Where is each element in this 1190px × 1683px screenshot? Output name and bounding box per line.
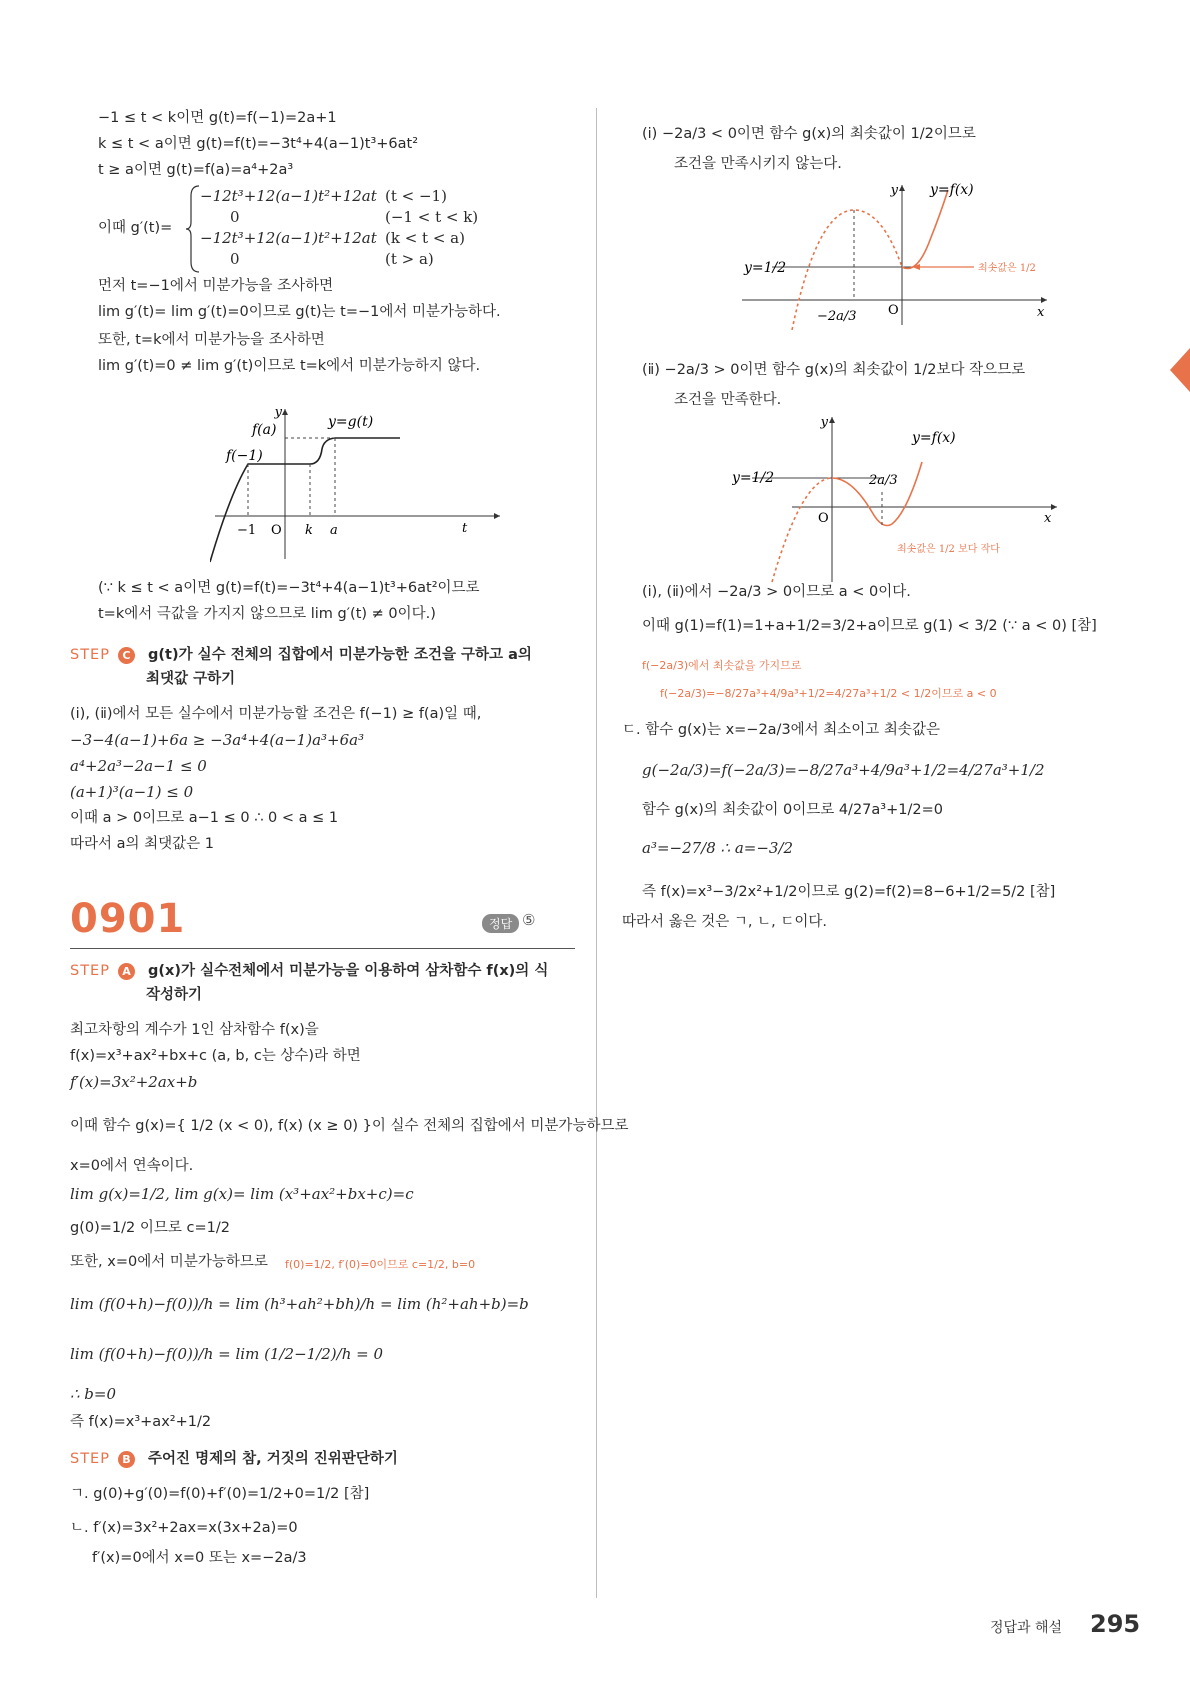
step-b-tag: STEP [70, 1451, 110, 1467]
answer-badge: 정답 [482, 914, 519, 933]
conclusion-line-2: 이때 g(1)=f(1)=1+a+1/2=3/2+a이므로 g(1) < 3/2 (∵ a < 0) [참] [642, 618, 1097, 634]
step-c-line-1: (ⅰ), (ⅱ)에서 모든 실수에서 미분가능할 조건은 f(−1) ≥ f(a)일 때, [70, 706, 482, 722]
graph-case1 [742, 180, 1062, 330]
graph3-x-axis-label: x [1044, 511, 1052, 526]
graph2-xmark-label: −2a/3 [817, 309, 857, 324]
section-tab-marker [1170, 348, 1190, 392]
graph1-fa-label: f(a) [252, 422, 277, 438]
derivative-cond-2: (−1 < t < k) [385, 208, 479, 226]
step-b-letter-badge: B [118, 1451, 135, 1468]
graph2-y-level-label: y=1/2 [744, 260, 787, 276]
step-a-line-11: ∴ b=0 [70, 1385, 117, 1403]
step-c-line-6: 따라서 a의 최댓값은 1 [70, 836, 214, 852]
derivative-row-3: −12t³+12(a−1)t²+12at [200, 229, 377, 247]
graph1-y-axis-label: y [274, 405, 282, 420]
step-c-tag: STEP [70, 647, 110, 663]
graph1-origin-label: O [271, 523, 282, 538]
graph-case2 [732, 412, 1072, 587]
graph1-x-axis-label: t [462, 521, 468, 536]
step-a-line-2: f(x)=x³+ax²+bx+c (a, b, c는 상수)라 하면 [70, 1048, 361, 1064]
step-a-tag: STEP [70, 963, 110, 979]
derivative-row-1: −12t³+12(a−1)t²+12at [200, 187, 377, 205]
graph3-y-level-label: y=1/2 [732, 470, 775, 486]
case-line-1: −1 ≤ t < k이면 g(t)=f(−1)=2a+1 [98, 110, 337, 126]
d-line-3: 함수 g(x)의 최솟값이 0이므로 4/27a³+1/2=0 [642, 802, 943, 818]
problem-number: 0901 [70, 896, 186, 942]
step-b-line-1: ㄱ. g(0)+g′(0)=f(0)+f′(0)=1/2+0=1/2 [참] [70, 1486, 370, 1502]
answer-value: ⑤ [522, 911, 536, 929]
d-line-1: ㄷ. 함수 g(x)는 x=−2a/3에서 최소이고 최솟값은 [622, 722, 940, 738]
step-a-line-5: x=0에서 연속이다. [70, 1158, 194, 1174]
step-a-line-7: g(0)=1/2 이므로 c=1/2 [70, 1220, 230, 1236]
graph1-neg1-label: −1 [237, 523, 257, 538]
graph3-y-axis-label: y [820, 415, 828, 430]
graph-g-of-t [210, 404, 510, 564]
graph2-origin-label: O [888, 303, 899, 318]
orange-note-2: f(−2a/3)=−8/27a³+4/9a³+1/2=4/27a³+1/2 < 1/2이므로 a < 0 [660, 687, 997, 700]
step-a-title-line2: 작성하기 [146, 987, 203, 1003]
step-a-title-line1: g(x)가 실수전체에서 미분가능을 이용하여 삼차함수 f(x)의 식 [148, 963, 549, 979]
step-a-line-4: 이때 함수 g(x)={ 1/2 (x < 0), f(x) (x ≥ 0) }이 실수 전체의 집합에서 미분가능하므로 [70, 1118, 629, 1134]
step-c-line-3: a⁴+2a³−2a−1 ≤ 0 [70, 757, 207, 775]
step-a-orange-note: f(0)=1/2, f′(0)=0이므로 c=1/2, b=0 [285, 1258, 476, 1271]
derivative-cond-1: (t < −1) [385, 187, 447, 205]
step-a-line-10: lim (f(0+h)−f(0))/h = lim (1/2−1/2)/h = 0 [70, 1345, 384, 1363]
d-line-5: 즉 f(x)=x³−3/2x²+1/2이므로 g(2)=f(2)=8−6+1/2=5/2 [참] [642, 884, 1056, 900]
step-a-line-9: lim (f(0+h)−f(0))/h = lim (h³+ah²+bh)/h = lim (h²+ah+b)=b [70, 1295, 529, 1313]
check-line-2: lim g′(t)= lim g′(t)=0이므로 g(t)는 t=−1에서 미분가능하다. [98, 304, 501, 320]
graph1-k-label: k [305, 523, 313, 538]
step-b-line-2: ㄴ. f′(x)=3x²+2ax=x(3x+2a)=0 [70, 1520, 298, 1536]
step-a-line-3: f′(x)=3x²+2ax+b [70, 1073, 198, 1091]
step-c-heading [70, 644, 532, 666]
footer-label: 정답과 해설 [990, 1620, 1063, 1636]
derivative-cond-4: (t > a) [385, 250, 434, 268]
step-a-heading [70, 960, 548, 982]
step-b-line-3: f′(x)=0에서 x=0 또는 x=−2a/3 [92, 1550, 307, 1566]
step-c-line-4: (a+1)³(a−1) ≤ 0 [70, 783, 194, 801]
piecewise-brace [185, 184, 201, 274]
step-c-letter-badge: C [118, 647, 135, 664]
step-a-line-6: lim g(x)=1/2, lim g(x)= lim (x³+ax²+bx+c)=c [70, 1185, 414, 1203]
case-line-2: k ≤ t < a이면 g(t)=f(t)=−3t⁴+4(a−1)t³+6at² [98, 136, 419, 152]
conclusion-line-1: (ⅰ), (ⅱ)에서 −2a/3 > 0이므로 a < 0이다. [642, 584, 911, 600]
graph1-fm1-label: f(−1) [226, 448, 263, 464]
derivative-prefix: 이때 g′(t)= [98, 220, 173, 236]
step-b-heading [70, 1448, 398, 1470]
graph2-y-axis-label: y [890, 183, 898, 198]
page-number: 295 [1090, 1610, 1141, 1638]
derivative-row-4: 0 [230, 250, 240, 268]
check-line-1: 먼저 t=−1에서 미분가능을 조사하면 [98, 278, 334, 294]
step-c-title-line1: g(t)가 실수 전체의 집합에서 미분가능한 조건을 구하고 a의 [148, 647, 532, 663]
orange-note-1: f(−2a/3)에서 최솟값을 가지므로 [642, 659, 802, 672]
d-line-2: g(−2a/3)=f(−2a/3)=−8/27a³+4/9a³+1/2=4/27a³+1/2 [642, 761, 1045, 779]
because-line-2: t=k에서 극값을 가지지 않으므로 lim g′(t) ≠ 0이다.) [98, 606, 436, 622]
d-line-6: 따라서 옳은 것은 ㄱ, ㄴ, ㄷ이다. [622, 914, 827, 930]
case1-line-2: 조건을 만족시키지 않는다. [674, 156, 842, 172]
case2-line-2: 조건을 만족한다. [674, 392, 782, 408]
graph3-xmark-label: 2a/3 [869, 473, 898, 488]
check-line-3: 또한, t=k에서 미분가능을 조사하면 [98, 332, 325, 348]
step-a-letter-badge: A [118, 963, 135, 980]
derivative-cond-3: (k < t < a) [385, 229, 465, 247]
graph2-min-note: 최솟값은 1/2 [978, 263, 1036, 274]
case1-line-1: (ⅰ) −2a/3 < 0이면 함수 g(x)의 최솟값이 1/2이므로 [642, 126, 976, 142]
graph1-curve-label: y=g(t) [328, 414, 374, 430]
graph2-x-axis-label: x [1037, 305, 1045, 320]
check-line-4: lim g′(t)=0 ≠ lim g′(t)이므로 t=k에서 미분가능하지 않다. [98, 358, 481, 374]
case2-line-1: (ⅱ) −2a/3 > 0이면 함수 g(x)의 최솟값이 1/2보다 작으므로 [642, 362, 1026, 378]
step-c-line-2: −3−4(a−1)+6a ≥ −3a⁴+4(a−1)a³+6a³ [70, 731, 365, 749]
step-a-line-12: 즉 f(x)=x³+ax²+1/2 [70, 1414, 212, 1430]
column-divider [596, 108, 597, 1598]
because-line-1: (∵ k ≤ t < a이면 g(t)=f(t)=−3t⁴+4(a−1)t³+6at²이므로 [98, 580, 480, 596]
graph2-curve-label: y=f(x) [930, 182, 974, 198]
graph3-min-note: 최솟값은 1/2 보다 작다 [897, 544, 1000, 555]
step-b-title: 주어진 명제의 참, 거짓의 진위판단하기 [148, 1451, 398, 1467]
d-line-4: a³=−27/8 ∴ a=−3/2 [642, 839, 794, 857]
case-line-3: t ≥ a이면 g(t)=f(a)=a⁴+2a³ [98, 162, 294, 178]
graph3-curve-label: y=f(x) [912, 430, 956, 446]
derivative-row-2: 0 [230, 208, 240, 226]
graph3-origin-label: O [818, 511, 829, 526]
step-c-title-line2: 최댓값 구하기 [146, 671, 236, 687]
step-c-line-5: 이때 a > 0이므로 a−1 ≤ 0 ∴ 0 < a ≤ 1 [70, 810, 339, 826]
step-a-line-1: 최고차항의 계수가 1인 삼차함수 f(x)을 [70, 1022, 319, 1038]
graph1-a-label: a [330, 523, 338, 538]
step-a-line-8: 또한, x=0에서 미분가능하므로 [70, 1254, 268, 1270]
problem-rule [70, 948, 575, 949]
